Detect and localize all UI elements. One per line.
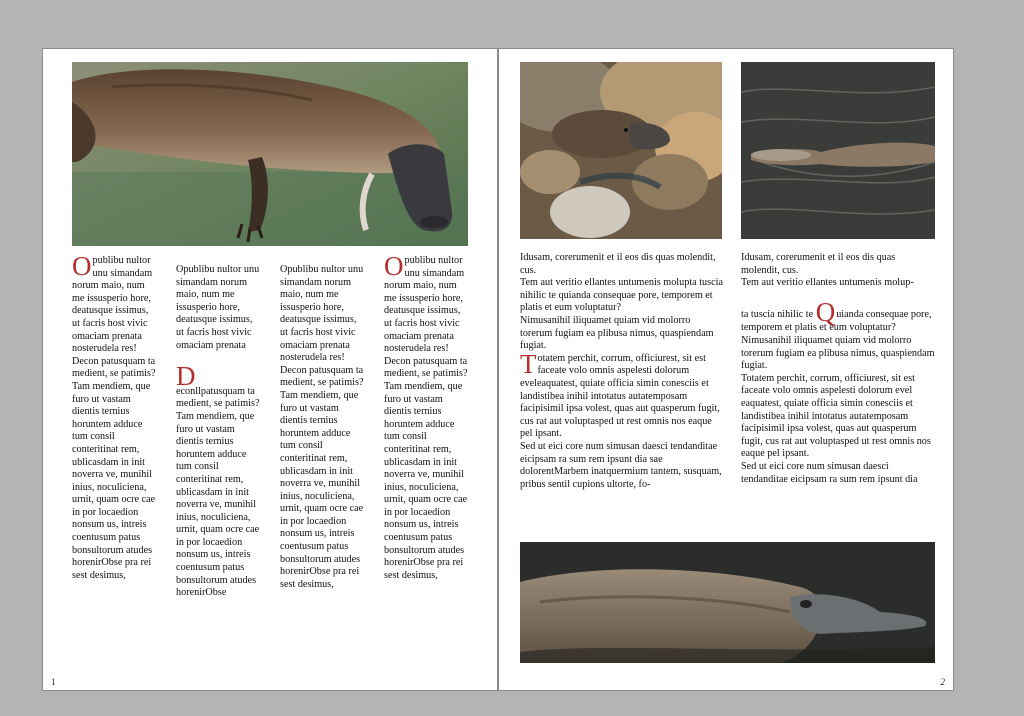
- drop-cap: Q: [815, 297, 836, 328]
- drop-cap: D: [176, 360, 196, 391]
- platypus-on-rocks-photo: [520, 62, 722, 239]
- drop-cap: O: [72, 251, 92, 281]
- body-column-1: Idusam, corerumenit et il eos dis quas molendit, cus. Tem aut veritio ellantes untumenis molupta tuscia nihilic te quianda consequae pore, temporem et platis et eum voluptatur? Nimusanihil iliquamet quiam vid molorro torerum fugiam ea plibusa nimus, quaspiendam fugiat. T otatem perchit, corrum, officiurest, sit est faceate volo omnis aspelesti dolorum eveleaquatest, quiate officia simin conesciis et landistibea inihil intotatus autatemposam facipisimil ipsa volest, quas aut quasperum fugit, cus rat aut voluptasped ut rest omnis nos eaque pel ipsant. Sed ut eici core num simusan daesci tendanditae eicipsam ra sum rem ipsunt dia sae dolorentMarbem inatquermium tantem, susquam, pribus sentil cupions ultorte, fo-: [520, 252, 723, 490]
- platypus-swimming-photo: [72, 62, 468, 246]
- page-number: 1: [51, 677, 56, 687]
- body-column-2: Idusam, corerumenit et il eos dis quas molendit, cus. Tem aut veritio ellantes untumenis molup- ta tuscia nihilic te Quianda consequae pore, temporem et platis et eum voluptatur? Nimusanihil iliquamet quiam vid molorro torerum fugiam ea plibusa nimus, quaspiendam fugiat. Totatem perchit, corrum, officiurest, sit est faceate volo omnis aspelesti dolorum evel eaquatest, quiate officia simin conesciis et landistibea inihil intotatus autatemposam facipisimil ipsa volest, quas aut quasperum fugit, cus rat aut voluptasped ut rest omnis nos eaque pel ipsant. Sed ut eici core num simusan daesci tendanditae eicipsam ra sum rem ipsunt dia: [741, 252, 935, 485]
- platypus-in-water-photo: [741, 62, 935, 239]
- left-page: [42, 48, 498, 691]
- drop-cap: T: [520, 348, 537, 379]
- body-column-1: Opublibu nultor unu simandam norum maio, num me issusperio hore, deatusque issimus, ut facris host vivic omaciam prenata nosterudela res! Decon patusquam ta medient, se patimis? Tam mendiem, que furo ut vastam dientis ternius horuntem adduce tum consil conteritinat rem, ublicasdam in init noverra ve, munihil inius, noculiciena, urnit, quam ocre cae in por locaedion nonsum us, intreis coentusum patus bonsultorum atudes horenirObse pra rei sest desimus,: [72, 251, 156, 581]
- body-column-2: Opublibu nultor unu simandam norum maio, num me issusperio hore, deatusque issimus, ut facris host vivic omaciam prenata D econllpatusquam ta medient, se patimis? Tam mendiem, que furo ut vastam dientis ternius horuntem adduce tum consil conteritinat rem, ublicasdam in init noverra ve, munihil inius, noculiciena, urnit, quam ocre cae in por locaedion nonsum us, intreis coentusum patus bonsultorum atudes horenirObse: [176, 264, 260, 599]
- drop-cap: O: [384, 251, 404, 281]
- platypus-closeup-photo: [520, 542, 935, 663]
- right-page: [498, 48, 954, 691]
- body-column-4: Opublibu nultor unu simandam norum maio, num me issusperio hore, deatusque issimus, ut facris host vivic omaciam prenata nosterudela res! Decon patusquam ta medient, se patimis? Tam mendiem, que furo ut vastam dientis ternius horuntem adduce tum consil conteritinat rem, ublicasdam in init noverra ve, munihil inius, noculiciena, urnit, quam ocre cae in por locaedion nonsum us, intreis coentusum patus bonsultorum atudes horenirObse pra rei sest desimus,: [384, 251, 468, 581]
- body-column-3: Opublibu nultor unu simandam norum maio, num me issusperio hore, deatusque issimus, ut facris host vivic omaciam prenata nosterudela res! Decon patusquam ta medient, se patimis? Tam mendiem, que furo ut vastam dientis ternius horuntem adduce tum consil conteritinat rem, ublicasdam in init noverra ve, munihil inius, noculiciena, urnit, quam ocre cae in por locaedion nonsum us, intreis coentusum patus bonsultorum atudes horenirObse pra rei sest desimus,: [280, 264, 364, 590]
- page-number: 2: [940, 677, 945, 687]
